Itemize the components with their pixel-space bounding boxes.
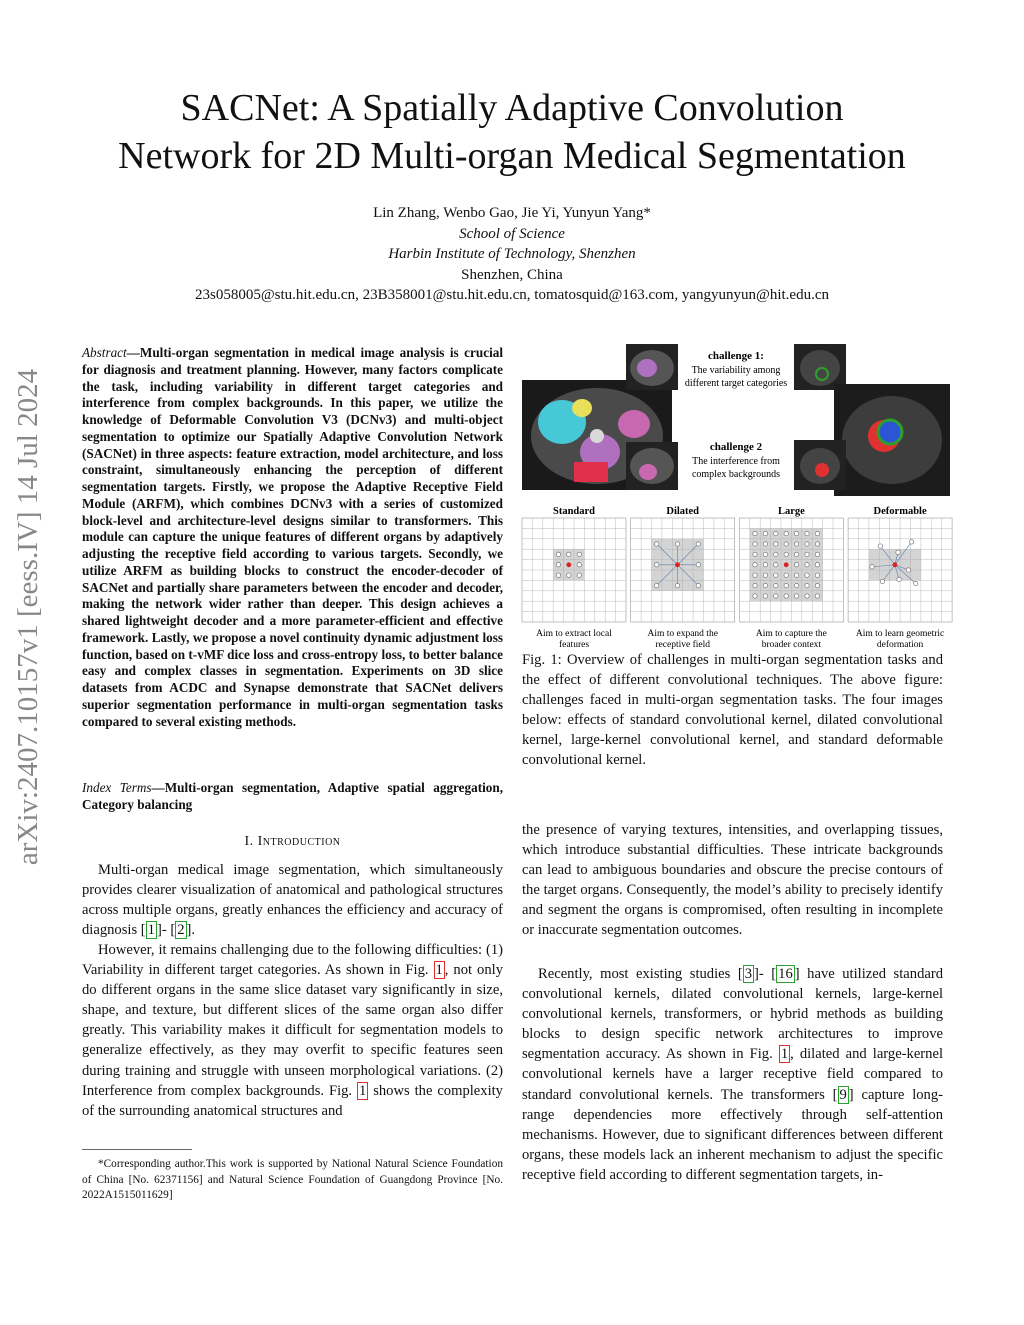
intro-paragraph-2 [82,940,503,1121]
figure-ref-link[interactable]: 1 [435,962,443,979]
sampling-point [805,552,809,556]
center-point [784,562,789,567]
sampling-point [655,583,659,587]
index-terms [82,780,503,814]
sampling-point [774,542,778,546]
kernel-panel-caption-1: Aim to expand the [647,629,718,639]
section-title: Introduction [257,834,341,849]
sampling-point [815,583,819,587]
sampling-point [753,573,757,577]
sampling-point [753,542,757,546]
title-line-2: Network for 2D Multi-organ Medical Segmentation [118,135,906,177]
sampling-point [880,579,884,583]
kernel-panel-caption-1: Aim to capture the [755,629,827,639]
sampling-point [909,540,913,544]
p2-text-b: , not only do different organs in the same slice dataset vary significantly in size, shape, and texture, but different slices of the same organ also differ greatly. This variability makes it difficult for segmentation models to generalize effectively, as they may overfit to specific features seen during training and struggle with unseen morphological variations. (2) Interference from complex backgrounds. Fig. [82,962,503,1099]
challenge-1-line-1: The variability among [691,365,781,376]
sampling-point [815,573,819,577]
sampling-point [897,577,901,581]
r2-text-a: Recently, most existing studies [538,966,738,982]
sampling-point [567,552,571,556]
sampling-point [774,563,778,567]
sampling-point [655,563,659,567]
affiliation-school: School of Science [459,225,565,242]
citation-link[interactable]: 9 [839,1086,847,1103]
thumb-4-organ [815,463,829,477]
section-heading [82,834,503,850]
sampling-point [675,542,679,546]
sampling-point [794,531,798,535]
p1-text-a: Multi-organ medical image segmentation, which simultaneously provides clearer visualization of anatomical and pathological structures across multiple organs, greatly enhances the efficiency and accuracy of diagnosis [82,862,503,939]
r2-text-c: have utilized standard convolutional kernels, dilated convolutional kernels, large-kernel convolutional kernels, transformers, or hybrid methods as building blocks to design specific network architectures to improve segmentation accuracy. As shown in Fig. [522,966,944,1063]
figure-ref-link[interactable]: 1 [358,1082,367,1099]
sampling-point [815,542,819,546]
sampling-point [914,581,918,585]
center-point [675,562,680,567]
sampling-point [556,552,560,556]
center-point [893,562,898,567]
sampling-point [906,568,910,572]
sampling-point [794,583,798,587]
author-emails: 23s058005@stu.hit.edu.cn, 23B358001@stu.hit.edu.cn, tomatosquid@163.com, yangyunyun@hit.edu.cn [195,287,829,303]
footnote-rule [82,1149,192,1150]
kernel-panel-title: Deformable [873,506,927,517]
sampling-point [794,542,798,546]
citation-link[interactable]: 2 [177,922,185,939]
abstract-lead: Abstract [82,345,127,360]
organ-lv [878,420,902,444]
sampling-point [696,563,700,567]
section-number: I. [244,834,254,849]
sampling-point [675,583,679,587]
center-point [566,562,571,567]
sampling-point [774,552,778,556]
sampling-point [774,594,778,598]
p1-text-d: . [191,922,196,939]
sampling-point [753,563,757,567]
r2-text-b: - [758,966,772,982]
ct-spine [590,429,604,443]
sampling-point [763,594,767,598]
intro-paragraph-1: Multi-organ medical image segmentation, which simultaneously provides clearer visualization of anatomical and pathological structures across multiple organs, greatly enhances the efficiency and accuracy of diagnosis [ 1 ]- [ 2 ]. [82,862,503,939]
sampling-point [763,583,767,587]
kernel-panel-caption-2: receptive field [655,640,710,650]
challenge-2-title: challenge 2 [709,441,763,453]
sampling-point [696,542,700,546]
citation-link[interactable]: 3 [744,966,753,982]
p2-text-c: shows the complexity of the surrounding anatomical structures and [82,1082,503,1119]
author-names: Lin Zhang, Wenbo Gao, Jie Yi, Yunyun Yang* [373,205,651,221]
sampling-point [774,531,778,535]
abstract-body: —Multi-organ segmentation in medical image analysis is crucial for diagnosis and treatment planning. However, many factors complicate the task, including variability in different target categories and interference from complex backgrounds. In this paper, we utilize the knowledge of Deformable Convolution V3 (DCNv3) and multi-object segmentation to optimize our Spatially Adaptive Convolution Network (SACNet) in three aspects: feature extraction, model architecture, and loss constraint, simultaneously enhancing the perception of different segmentation targets. Firstly, we propose the Adaptive Receptive Field Module (ARFM), which combines DCNv3 with a series of customized block-level and architecture-level designs similar to transformers. This module can capture the unique features of different organs by adaptively adjusting the receptive field according to various targets. Secondly, we utilize ARFM as building blocks to construct the encoder-decoder of SACNet and partially share parameters between the encoder and decoder, making the network wider rather than deeper. This design achieves a shared lightweight decoder and a more parameter-efficient and effective framework. Lastly, we propose a novel continuity dynamic adjustment loss function, based on t-vMF dice loss and cross-entropy loss, to better balance easy and complex classes in segmentation. Experiments on 3D slice datasets from ACDC and Synapse demonstrate that SACNet delivers superior segmentation performance in multi-organ segmentation tasks compared to several existing methods. [82,345,503,729]
sampling-point [784,531,788,535]
kernel-panel-caption-2: features [558,640,590,650]
sampling-point [805,563,809,567]
figure-caption: Fig. 1: Overview of challenges in multi-organ segmentation tasks and the effect of different convolutional techniques. The above figure: challenges faced in multi-organ segmentation tasks. The four images below: effects of standard convolutional kernel, dilated convolutional kernel, large-kernel convolutional kernel, and standard deformable convolutional kernel. [522,652,943,769]
sampling-point [753,531,757,535]
sampling-point [774,573,778,577]
sampling-point [815,594,819,598]
organ-gallbladder [572,399,592,417]
sampling-point [815,531,819,535]
affiliation-institute: Harbin Institute of Technology, Shenzhen [388,246,636,262]
sampling-point [753,583,757,587]
r2-text-e: capture long-range dependencies more effectively through self-attention mechanisms. However, due to significant differences between different organs, these models lack an inherent mechanism to adjust the specific receptive field according to different segmentation targets, in- [522,1086,943,1183]
thumb-2-organ [639,464,657,480]
organ-spleen [618,410,650,438]
sampling-point [696,583,700,587]
sampling-point [896,550,900,554]
citation-link[interactable]: 16 [778,966,793,982]
challenge-1-title: challenge 1: [708,350,764,362]
arxiv-watermark: arXiv:2407.10157v1 [eess.IV] 14 Jul 2024 [12,368,44,866]
sampling-point [870,565,874,569]
abstract [82,345,503,730]
sampling-point [794,563,798,567]
p1-text-b: - [161,922,171,939]
sampling-point [805,573,809,577]
footnote: *Corresponding author.This work is supported by National Natural Science Foundation of China [No. 62371156] and Natural Science Foundation of Guangdong Province [No. 2022A1515011629] [82,1158,503,1201]
kernel-panel-caption-1: Aim to extract local [536,629,612,639]
figure-challenges [522,344,950,496]
sampling-point [763,563,767,567]
sampling-point [774,583,778,587]
title-line-1: SACNet: A Spatially Adaptive Convolution [180,87,844,129]
thumb-1-organ [637,359,657,377]
organ-pancreas [574,462,608,482]
kernel-panel-caption-1: Aim to learn geometric [855,629,945,639]
sampling-point [763,552,767,556]
sampling-point [815,563,819,567]
sampling-point [763,542,767,546]
sampling-point [753,594,757,598]
sampling-point [805,583,809,587]
kernel-panel-title: Dilated [666,506,700,517]
kernel-panel-caption-2: broader context [761,640,822,650]
right-paragraph-1: the presence of varying textures, intensities, and overlapping tissues, which introduce substantial difficulties. These intricate backgrounds can lead to ambiguous boundaries and obscure the precise contours of the target organs. Consequently, the model’s ability to precisely identify and segment the organs is compromised, often resulting in incomplete or inaccurate segmentation outcomes. [522,822,943,939]
sampling-point [556,563,560,567]
p2-text-a: However, it remains challenging due to the following difficulties: (1) Variability in different target categories. As shown in Fig. [82,942,503,979]
figure-ref-link[interactable]: 1 [780,1046,789,1063]
sampling-point [794,552,798,556]
sampling-point [794,594,798,598]
kernel-panel-title: Standard [552,506,596,517]
index-terms-lead: Index Terms [82,780,152,795]
citation-link[interactable]: 1 [147,922,155,939]
sampling-point [655,542,659,546]
sampling-point [784,542,788,546]
sampling-point [805,531,809,535]
sampling-point [784,594,788,598]
challenge-2-line-2: complex backgrounds [691,469,781,480]
sampling-point [784,552,788,556]
r2-text-d: , dilated and large-kernel convolutional kernels have a larger receptive field compared to standard convolutional kernels. The transformers [522,1046,943,1103]
sampling-point [577,573,581,577]
affiliation-city: Shenzhen, China [461,266,563,283]
sampling-point [763,531,767,535]
right-paragraph-2: Recently, most existing studies [ 3 ]- [ 16 ] have utilized standard convolutional kernels, dilated convolutional kernels, large-kernel convolutional kernels, transformers, or hybrid methods as building blocks to design specific network architectures to improve segmentation accuracy. As shown in Fig. 1 , dilated and large-kernel convolutional kernels have a larger receptive field compared to standard convolutional kernels. The transformers [ 9 ] capture long-range dependencies more effectively through self-attention mechanisms. However, due to significant differences between different organs, these models lack an inherent mechanism to adjust the specific receptive field according to different segmentation targets, in- [522,966,944,1183]
kernel-panel-title: Large [777,506,805,517]
paper-title [60,84,964,180]
sampling-point [805,542,809,546]
figure-kernels [522,504,950,650]
sampling-point [753,552,757,556]
challenge-2-line-1: The interference from [692,456,780,467]
sampling-point [556,573,560,577]
sampling-point [577,552,581,556]
index-terms-body: —Multi-organ segmentation, Adaptive spatial aggregation, Category balancing [82,780,503,812]
sampling-point [815,552,819,556]
challenge-1-line-2: different target categories [684,378,788,389]
sampling-point [794,573,798,577]
sampling-point [805,594,809,598]
kernel-panel-caption-2: deformation [876,640,924,650]
sampling-point [763,573,767,577]
sampling-point [784,573,788,577]
sampling-point [878,544,882,548]
sampling-point [784,583,788,587]
sampling-point [577,563,581,567]
author-block [60,203,964,306]
sampling-point [567,573,571,577]
